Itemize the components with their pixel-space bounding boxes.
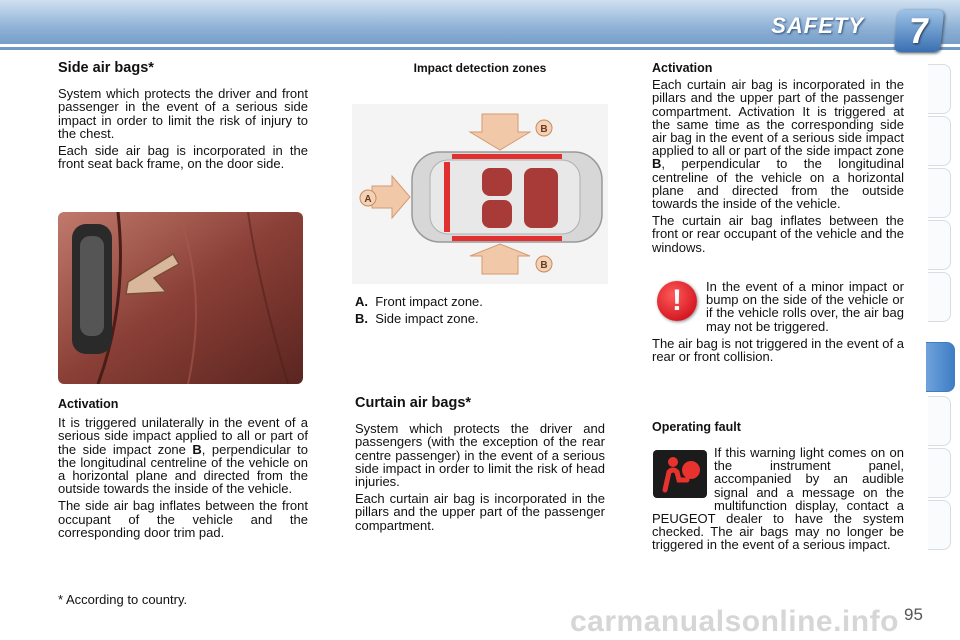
chapter-tab[interactable] xyxy=(928,396,951,446)
zone-b-ref: B xyxy=(192,441,202,457)
operating-fault xyxy=(652,446,904,556)
curtain-zone-b-ref: B xyxy=(652,156,662,172)
legend-key-b: B. xyxy=(355,311,368,327)
curtain-para2: Each curtain air bag is incorporated in the pillars and the upper part of the passenger compartment. xyxy=(355,491,605,533)
warning-text: In the event of a minor impact or bump on the side of the vehicle or if the vehicle rolls over, the air bag may not be triggered. xyxy=(706,279,904,334)
page-number: 95 xyxy=(904,605,923,624)
section-title: SAFETY xyxy=(771,13,864,38)
legend-item-b xyxy=(355,312,605,325)
header-divider xyxy=(0,44,960,47)
warning-symbol: ! xyxy=(672,284,682,317)
chapter-tab[interactable] xyxy=(928,64,951,114)
seat xyxy=(482,200,512,228)
legend-item-a xyxy=(355,295,605,308)
curtain-section xyxy=(355,397,605,536)
side-activation-heading: Activation xyxy=(58,397,119,411)
seat-airbag-photo xyxy=(58,212,303,384)
curtain-activation-text xyxy=(652,78,904,210)
fault-text: If this warning light comes on on the instrument panel, accompanied by an audible signal and a message on the multifunction display, contact a PEUGEOT dealer to have the system checked. The air bags may no longer be triggered in the event of a serious impact. xyxy=(652,445,904,553)
chapter-number: 7 xyxy=(906,10,932,51)
chapter-tab-active[interactable] xyxy=(926,342,955,392)
curtain-inflate-text: The curtain air bag inflates between the front or rear occupant of the vehicle and the windows. xyxy=(652,213,904,255)
watermark: carmanualsonline.info xyxy=(570,605,899,638)
zone-label-b-top: B xyxy=(540,124,548,135)
operating-fault-heading: Operating fault xyxy=(652,420,741,434)
chapter-badge xyxy=(894,10,944,52)
diagram-title-wrap xyxy=(352,62,608,75)
rear-bench xyxy=(524,168,558,228)
curtain-activation-text-a: Each curtain air bag is incorporated in the pillars and the upper part of the passenger compartment. Activation It is triggered at the same time as the corresponding side air bag in the event of a serious side impact applied to all or part of the side impact zone xyxy=(652,77,904,159)
chapter-tab[interactable] xyxy=(928,220,951,270)
zone-legend xyxy=(355,295,605,329)
legend-key-a: A. xyxy=(355,294,368,309)
legend-text-b: Side impact zone. xyxy=(375,311,479,327)
operating-fault-heading-wrap xyxy=(652,421,904,434)
zone-label-b-bottom: B xyxy=(540,260,548,271)
side-activation-text-b: , perpendicular to the longitudinal centreline of the vehicle on a horizontal plane and directed from the outside towards the inside of the vehicle. xyxy=(58,441,308,497)
side-activation-text-a: It is triggered unilaterally in the event of a serious side impact applied to all or part of the side impact zone xyxy=(58,415,308,457)
warning-text2: The air bag is not triggered in the event of a rear or front collision. xyxy=(652,335,904,365)
chapter-tab[interactable] xyxy=(928,500,951,550)
right-column-top xyxy=(652,62,904,258)
left-column-bottom xyxy=(58,398,308,543)
seat xyxy=(482,168,512,196)
chapter-tab[interactable] xyxy=(928,272,951,322)
curtain-activation-text-b: , perpendicular to the longitudinal centreline of the vehicle on a horizontal plane and directed from the outside towards the inside of the vehicle. xyxy=(652,156,904,212)
side-airbags-para1: System which protects the driver and front passenger in the event of a serious side impact in order to limit the risk of injury to the chest. xyxy=(58,86,308,141)
footnote: * According to country. xyxy=(58,592,188,607)
impact-zones-title: Impact detection zones xyxy=(413,61,547,75)
side-activation-text xyxy=(58,416,308,495)
impact-zones-diagram xyxy=(352,104,608,284)
warning-note xyxy=(652,280,904,367)
side-airbags-heading: Side air bags* xyxy=(58,60,154,76)
chapter-tab[interactable] xyxy=(928,116,951,166)
legend-text-a: Front impact zone. xyxy=(375,294,483,309)
chapter-tab[interactable] xyxy=(928,168,951,218)
side-activation-para2: The side air bag inflates between the front occupant of the vehicle and the corresponding door trim pad. xyxy=(58,498,308,540)
curtain-airbags-heading: Curtain air bags* xyxy=(355,395,472,411)
curtain-activation-heading: Activation xyxy=(652,61,713,75)
left-column-top xyxy=(58,62,308,174)
zone-label-a: A xyxy=(364,194,372,205)
side-airbags-para2: Each side air bag is incorporated in the front seat back frame, on the door side. xyxy=(58,143,308,172)
chapter-tabs xyxy=(928,64,958,576)
curtain-para1: System which protects the driver and passengers (with the exception of the rear centre passenger) in the event of a serious side impact in order to limit the risk of head injuries. xyxy=(355,421,605,490)
chapter-tab[interactable] xyxy=(928,448,951,498)
